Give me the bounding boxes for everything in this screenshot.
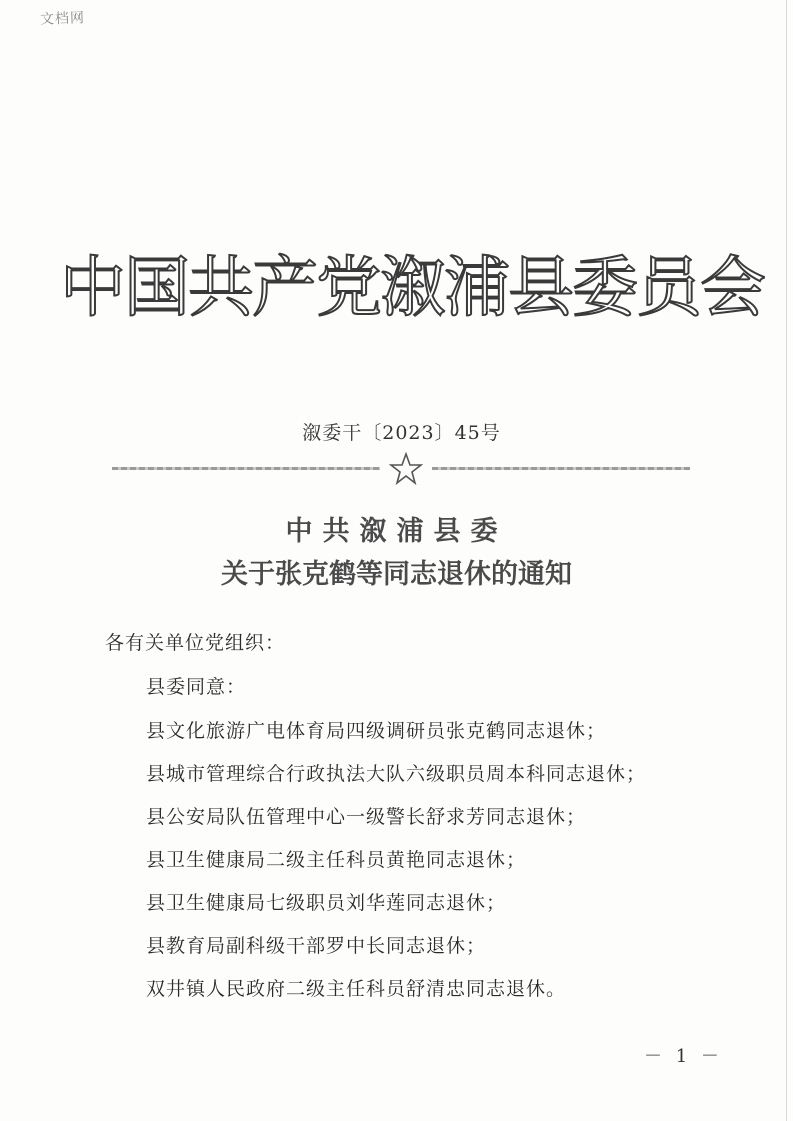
divider-right xyxy=(432,467,690,470)
handwritten-note: 文档网 xyxy=(39,10,86,28)
body-item: 县教育局副科级干部罗中长同志退休； xyxy=(146,935,487,957)
salutation: 各有关单位党组织： xyxy=(105,632,286,654)
body-item: 县公安局队伍管理中心一级警长舒求芳同志退休； xyxy=(146,806,587,828)
document-number: 溆委干〔2023〕45号 xyxy=(302,422,501,444)
divider-left xyxy=(112,467,380,470)
body-intro: 县委同意： xyxy=(146,676,247,698)
page-number: － 1 － xyxy=(644,1046,723,1067)
body-item: 县卫生健康局七级职员刘华莲同志退休； xyxy=(146,892,507,914)
body-item: 县文化旅游广电体育局四级调研员张克鹤同志退休； xyxy=(146,720,607,742)
body-item: 县卫生健康局二级主任科员黄艳同志退休； xyxy=(146,849,527,871)
star-outline-icon xyxy=(389,452,423,486)
masthead-title: 中国共产党溆浦县委员会 xyxy=(60,249,764,326)
notice-title-issuer: 中共溆浦县委 xyxy=(285,516,508,547)
notice-title-subject: 关于张克鹤等同志退休的通知 xyxy=(221,559,572,590)
body-item: 县城市管理综合行政执法大队六级职员周本科同志退休； xyxy=(146,763,647,785)
body-item: 双井镇人民政府二级主任科员舒清忠同志退休。 xyxy=(146,978,567,1000)
